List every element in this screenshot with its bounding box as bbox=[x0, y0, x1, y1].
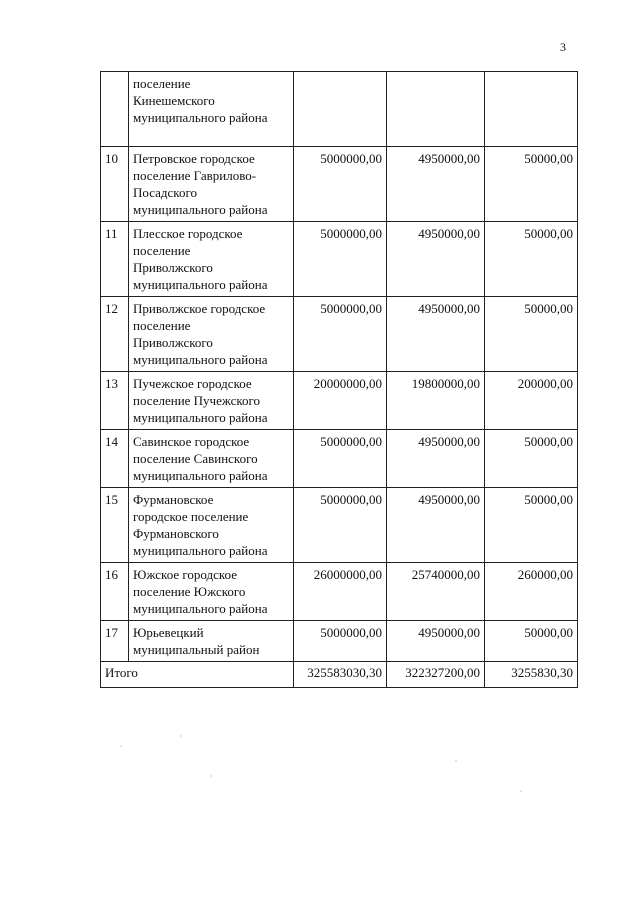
municipality-name-line: поселение bbox=[133, 318, 191, 333]
municipality-name-line: Южское городское bbox=[133, 567, 237, 582]
page-number: 3 bbox=[560, 40, 566, 54]
local-amount-cell: 50000,00 bbox=[485, 297, 578, 372]
municipality-name-line: муниципального района bbox=[133, 543, 268, 558]
scan-speck bbox=[180, 735, 182, 737]
municipality-name-line: муниципального района bbox=[133, 468, 268, 483]
local-amount-cell: 50000,00 bbox=[485, 621, 578, 662]
regional-amount-cell: 4950000,00 bbox=[387, 430, 485, 488]
municipality-name-line: поселение Савинского bbox=[133, 451, 258, 466]
local-amount-cell: 50000,00 bbox=[485, 488, 578, 563]
municipality-name-cell bbox=[129, 430, 294, 488]
total-amount-cell: 5000000,00 bbox=[294, 430, 387, 488]
table-row bbox=[101, 147, 578, 222]
table-row-continuation bbox=[101, 72, 578, 147]
scan-speck bbox=[120, 745, 122, 747]
local-amount-cell: 50000,00 bbox=[485, 147, 578, 222]
row-number-cell: 12 bbox=[101, 297, 129, 372]
municipality-name-line: Фурмановского bbox=[133, 526, 219, 541]
total-label-cell: Итого bbox=[101, 662, 294, 688]
regional-amount-cell: 25740000,00 bbox=[387, 563, 485, 621]
municipality-name-cell bbox=[129, 297, 294, 372]
regional-amount-cell: 4950000,00 bbox=[387, 621, 485, 662]
row-number-cell bbox=[101, 72, 129, 147]
municipality-name-line: Кинешемского bbox=[133, 93, 215, 108]
regional-amount-cell: 322327200,00 bbox=[387, 662, 485, 688]
local-amount-cell: 260000,00 bbox=[485, 563, 578, 621]
total-amount-cell: 5000000,00 bbox=[294, 621, 387, 662]
municipality-name-line: муниципальный район bbox=[133, 642, 260, 657]
table-row bbox=[101, 621, 578, 662]
row-number-cell: 17 bbox=[101, 621, 129, 662]
table-row bbox=[101, 563, 578, 621]
municipality-name-line: Пучежское городское bbox=[133, 376, 252, 391]
municipality-name-cell bbox=[129, 147, 294, 222]
municipality-name-line: Петровское городское bbox=[133, 151, 255, 166]
municipality-name-cell bbox=[129, 372, 294, 430]
regional-amount-cell: 4950000,00 bbox=[387, 147, 485, 222]
total-amount-cell: 5000000,00 bbox=[294, 488, 387, 563]
municipality-name-line: Приволжское городское bbox=[133, 301, 266, 316]
scan-speck bbox=[455, 760, 457, 762]
total-amount-cell: 26000000,00 bbox=[294, 563, 387, 621]
municipality-name-cell bbox=[129, 222, 294, 297]
scan-speck bbox=[210, 775, 212, 777]
local-amount-cell: 3255830,30 bbox=[485, 662, 578, 688]
budget-table bbox=[100, 71, 578, 688]
municipality-name-line: Приволжского bbox=[133, 260, 213, 275]
total-amount-cell: 5000000,00 bbox=[294, 222, 387, 297]
table-row bbox=[101, 488, 578, 563]
municipality-name-line: поселение Гаврилово- bbox=[133, 168, 257, 183]
local-amount-cell bbox=[485, 72, 578, 147]
row-number-cell: 16 bbox=[101, 563, 129, 621]
municipality-name-cell bbox=[129, 621, 294, 662]
row-number-cell: 13 bbox=[101, 372, 129, 430]
row-number-cell: 15 bbox=[101, 488, 129, 563]
municipality-name-line: муниципального района bbox=[133, 352, 268, 367]
municipality-name-line: муниципального района bbox=[133, 410, 268, 425]
municipality-name-line: Фурмановское bbox=[133, 492, 214, 507]
regional-amount-cell: 4950000,00 bbox=[387, 297, 485, 372]
municipality-name-line: Посадского bbox=[133, 185, 197, 200]
regional-amount-cell: 19800000,00 bbox=[387, 372, 485, 430]
municipality-name-line: Юрьевецкий bbox=[133, 625, 204, 640]
local-amount-cell: 200000,00 bbox=[485, 372, 578, 430]
municipality-name-line: поселение Южского bbox=[133, 584, 246, 599]
table-row-total bbox=[101, 662, 578, 688]
municipality-name-cell bbox=[129, 72, 294, 147]
total-amount-cell: 325583030,30 bbox=[294, 662, 387, 688]
local-amount-cell: 50000,00 bbox=[485, 430, 578, 488]
local-amount-cell: 50000,00 bbox=[485, 222, 578, 297]
row-number-cell: 10 bbox=[101, 147, 129, 222]
regional-amount-cell: 4950000,00 bbox=[387, 222, 485, 297]
table-row bbox=[101, 372, 578, 430]
regional-amount-cell bbox=[387, 72, 485, 147]
municipality-name-line: муниципального района bbox=[133, 601, 268, 616]
municipality-name-line: поселение bbox=[133, 76, 191, 91]
municipality-name-cell bbox=[129, 488, 294, 563]
total-amount-cell bbox=[294, 72, 387, 147]
municipality-name-cell bbox=[129, 563, 294, 621]
municipality-name-line: Плесское городское bbox=[133, 226, 243, 241]
table-row bbox=[101, 297, 578, 372]
row-number-cell: 11 bbox=[101, 222, 129, 297]
municipality-name-line: Савинское городское bbox=[133, 434, 250, 449]
municipality-name-line: поселение bbox=[133, 243, 191, 258]
municipality-name-line: муниципального района bbox=[133, 202, 268, 217]
scan-speck bbox=[520, 790, 522, 792]
municipality-name-line: муниципального района bbox=[133, 110, 268, 125]
table-row bbox=[101, 222, 578, 297]
municipality-name-line: поселение Пучежского bbox=[133, 393, 261, 408]
row-number-cell: 14 bbox=[101, 430, 129, 488]
total-amount-cell: 5000000,00 bbox=[294, 147, 387, 222]
total-amount-cell: 5000000,00 bbox=[294, 297, 387, 372]
municipality-name-line: Приволжского bbox=[133, 335, 213, 350]
municipality-name-line: муниципального района bbox=[133, 277, 268, 292]
municipality-name-line: городское поселение bbox=[133, 509, 249, 524]
total-amount-cell: 20000000,00 bbox=[294, 372, 387, 430]
table-row bbox=[101, 430, 578, 488]
regional-amount-cell: 4950000,00 bbox=[387, 488, 485, 563]
